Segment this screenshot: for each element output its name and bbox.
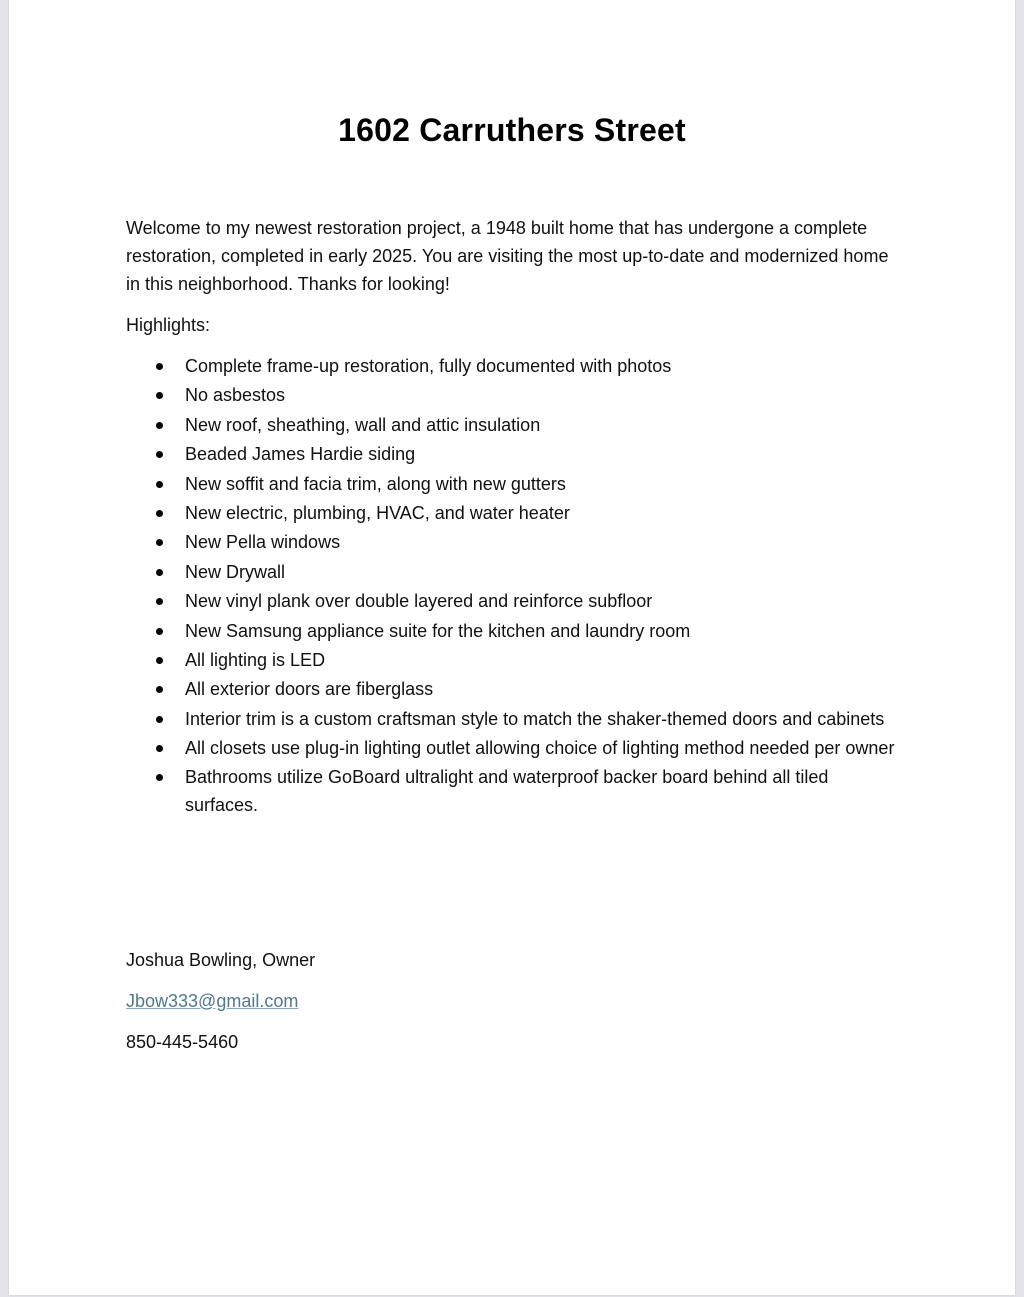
highlight-text: Beaded James Hardie siding	[185, 444, 416, 465]
bullet-icon	[156, 716, 163, 723]
highlight-text: New soffit and facia trim, along with new gutters	[185, 473, 566, 494]
phone-number: 850-445-5460	[126, 1032, 239, 1052]
bullet-icon	[156, 392, 163, 399]
highlight-text: All closets use plug-in lighting outlet allowing choice of lighting method needed per owner	[185, 738, 895, 759]
bullet-icon	[156, 422, 163, 429]
highlight-text: New electric, plumbing, HVAC, and water heater	[185, 502, 570, 523]
bullet-icon	[156, 598, 163, 605]
highlight-item	[126, 352, 896, 380]
highlight-text: Interior trim is a custom craftsman style to match the shaker-themed doors and cabinets	[185, 708, 885, 729]
highlight-text: All exterior doors are fiberglass	[185, 679, 434, 700]
highlight-item	[126, 675, 896, 703]
highlight-item	[126, 558, 896, 586]
highlight-text: All lighting is LED	[185, 649, 326, 670]
signature-block	[126, 946, 315, 1069]
highlight-item	[126, 763, 896, 819]
bullet-icon	[156, 569, 163, 576]
bullet-icon	[156, 774, 163, 781]
bullet-icon	[156, 481, 163, 488]
highlight-item	[126, 646, 896, 674]
highlight-text: New Drywall	[185, 561, 286, 582]
bullet-icon	[156, 657, 163, 664]
highlight-text: No asbestos	[185, 385, 286, 406]
highlight-item	[126, 528, 896, 556]
highlights-label: Highlights:	[126, 315, 211, 335]
highlight-item	[126, 440, 896, 468]
highlight-item	[126, 734, 896, 762]
highlight-item	[126, 411, 896, 439]
document-body	[126, 214, 896, 821]
highlight-text: New roof, sheathing, wall and attic insulation	[185, 414, 541, 435]
highlights-list	[126, 352, 896, 819]
highlight-item	[126, 470, 896, 498]
bullet-icon	[156, 628, 163, 635]
highlight-item	[126, 617, 896, 645]
highlight-item	[126, 705, 896, 733]
highlight-item	[126, 381, 896, 409]
bullet-icon	[156, 745, 163, 752]
bullet-icon	[156, 451, 163, 458]
highlight-item	[126, 499, 896, 527]
highlight-text: New vinyl plank over double layered and reinforce subfloor	[185, 591, 653, 612]
highlight-item	[126, 587, 896, 615]
highlight-text: New Samsung appliance suite for the kitchen and laundry room	[185, 620, 691, 641]
owner-name: Joshua Bowling, Owner	[126, 950, 316, 970]
highlight-text: Complete frame-up restoration, fully documented with photos	[185, 356, 672, 376]
intro-paragraph: Welcome to my newest restoration project, a 1948 built home that has undergone a complete restoration, completed in early 2025. You are visiting the most up-to-date and modernized home in this neighborhood. Thanks for looking!	[126, 218, 889, 294]
highlight-text: Bathrooms utilize GoBoard ultralight and waterproof backer board behind all tiled surfaces.	[185, 767, 829, 816]
bullet-icon	[156, 539, 163, 546]
email-link[interactable]: Jbow333@gmail.com	[126, 991, 299, 1011]
document-page	[9, 0, 1015, 1295]
bullet-icon	[156, 686, 163, 693]
highlight-text: New Pella windows	[185, 532, 341, 553]
document-title: 1602 Carruthers Street	[338, 112, 686, 148]
bullet-icon	[156, 363, 163, 370]
bullet-icon	[156, 510, 163, 517]
